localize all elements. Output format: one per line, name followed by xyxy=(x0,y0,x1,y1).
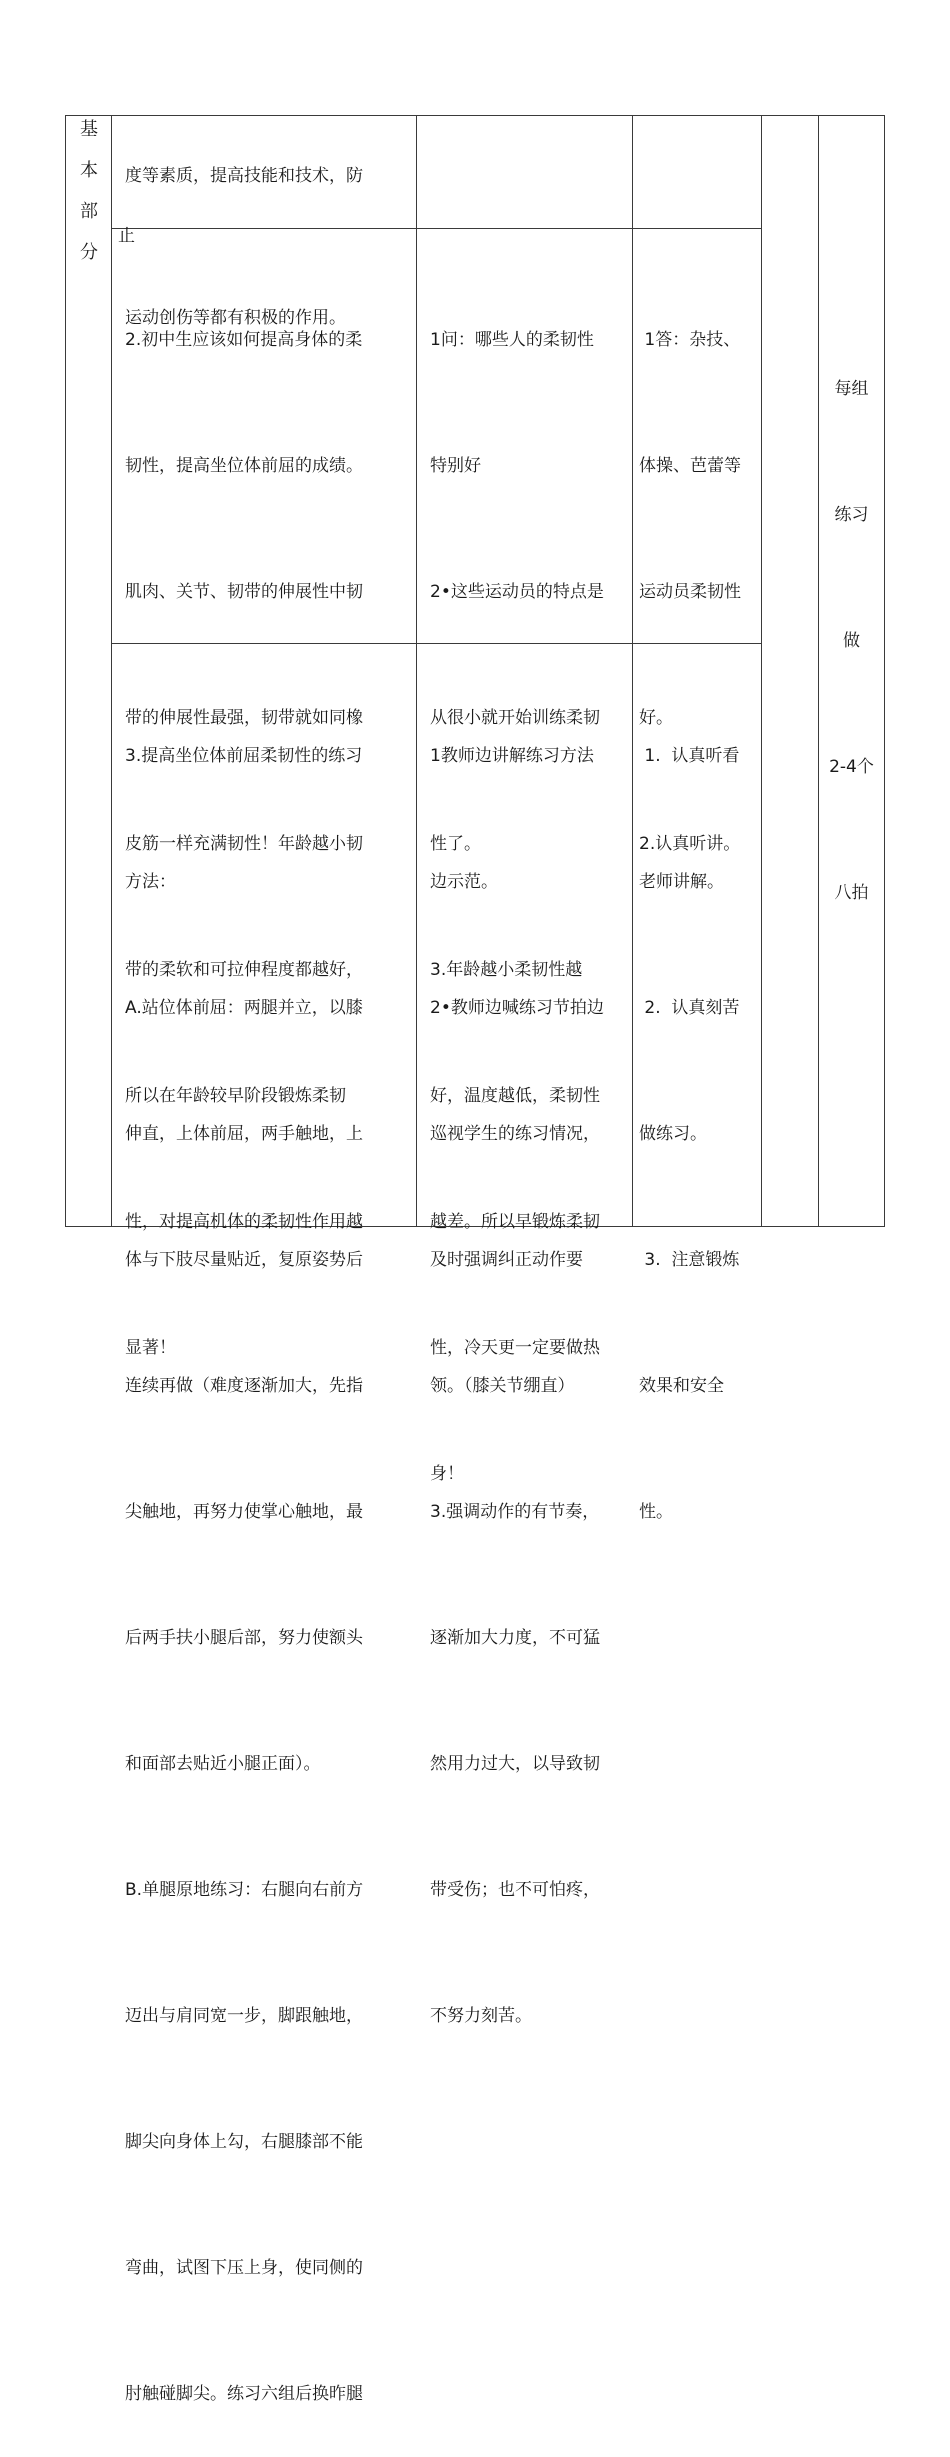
table-left-border xyxy=(65,115,66,1227)
section-label xyxy=(74,109,104,273)
row2-teacher-line: 性了。 xyxy=(430,834,481,854)
row3-teacher-line: 不努力刻苦。 xyxy=(430,2006,532,2026)
section-label-char: 部 xyxy=(80,201,98,222)
row2-student-line: 好。 xyxy=(639,708,673,728)
section-label-char: 本 xyxy=(80,160,98,181)
row3-teacher-line: 2•教师边喊练习节拍边 xyxy=(430,998,604,1018)
row2-content-line: 皮筋一样充满韧性！年龄越小韧 xyxy=(125,834,363,854)
row3-teacher-line: 领。（膝关节绷直） xyxy=(430,1376,575,1396)
row2-teacher-line: 3.年龄越小柔韧性越 xyxy=(430,960,583,980)
row3-student-line: 做练习。 xyxy=(639,1124,707,1144)
row3-content-line: 脚尖向身体上勾，右腿膝部不能 xyxy=(125,2132,363,2152)
row3-student-line: 效果和安全 xyxy=(639,1376,724,1396)
note-line: 八拍 xyxy=(834,883,869,903)
row3-content xyxy=(125,651,417,2457)
row3-content-line: 弯曲，试图下压上身，使同侧的 xyxy=(125,2258,363,2278)
row2-student-line: 2.认真听讲。 xyxy=(639,834,741,854)
row3-content-line: 后两手扶小腿后部，努力使额头 xyxy=(125,1628,363,1648)
note-line: 练习 xyxy=(834,505,869,525)
row3-student xyxy=(639,651,759,1575)
row2-teacher-line: 身！ xyxy=(430,1464,464,1484)
row3-teacher-line: 3.强调动作的有节奏， xyxy=(430,1502,600,1522)
row3-teacher-line: 巡视学生的练习情况， xyxy=(430,1124,600,1144)
row3-content-line: 方法： xyxy=(125,872,176,892)
row3-teacher-line: 逐渐加大力度，不可猛 xyxy=(430,1628,600,1648)
row2-teacher-line: 1问：哪些人的柔韧性 xyxy=(430,330,594,350)
row3-content-line: 和面部去贴近小腿正面）。 xyxy=(125,1754,321,1774)
table-top-border xyxy=(65,115,885,116)
row2-student-line: 运动员柔韧性 xyxy=(639,582,741,602)
row2-content-line: 2.初中生应该如何提高身体的柔 xyxy=(125,330,363,350)
row2-teacher-line: 特别好 xyxy=(430,456,481,476)
row3-teacher-line: 1教师边讲解练习方法 xyxy=(430,746,594,766)
row3-content-line: A.站位体前屈：两腿并立，以膝 xyxy=(125,998,363,1018)
row3-teacher-line: 然用力过大，以导致韧 xyxy=(430,1754,600,1774)
table-right-border xyxy=(884,115,885,1227)
row2-teacher-line: 好，温度越低，柔韧性 xyxy=(430,1086,600,1106)
row2-teacher-line: 性，冷天更一定要做热 xyxy=(430,1338,600,1358)
row2-content-line: 性，对提高机体的柔韧性作用越 xyxy=(125,1212,363,1232)
row3-content-line: 体与下肢尽量贴近，复原姿势后 xyxy=(125,1250,363,1270)
row2-content-line: 显著！ xyxy=(125,1338,176,1358)
row3-content-line: 伸直，上体前屈，两手触地，上 xyxy=(125,1124,363,1144)
row2-content-line: 肌肉、关节、韧带的伸展性中韧 xyxy=(125,582,363,602)
col-divider-student xyxy=(761,115,762,1227)
row3-student-line: 1. 认真听看 xyxy=(639,746,740,766)
row3-student-line: 性。 xyxy=(639,1502,673,1522)
row2-content-line: 带的柔软和可拉伸程度都越好， xyxy=(125,960,363,980)
row3-student-line: 3. 注意锻炼 xyxy=(639,1250,740,1270)
row2-student-line: 体操、芭蕾等 xyxy=(639,456,741,476)
row3-content-line: 肘触碰脚尖。练习六组后换昨腿 xyxy=(125,2384,363,2404)
row3-content-line: B.单腿原地练习：右腿向右前方 xyxy=(125,1880,364,1900)
row3-teacher-line: 及时强调纠正动作要 xyxy=(430,1250,583,1270)
row3-content-line: 3.提高坐位体前屈柔韧性的练习 xyxy=(125,746,363,766)
row2-content-line: 所以在年龄较早阶段锻炼柔韧 xyxy=(125,1086,346,1106)
row3-content-line: 迈出与肩同宽一步，脚跟触地， xyxy=(125,2006,363,2026)
row2-student-line: 1答：杂技、 xyxy=(639,330,741,350)
note-line: 做 xyxy=(843,631,860,651)
row1-line: 度等素质，提高技能和技术，防 xyxy=(125,166,363,186)
row3-content-line: 尖触地，再努力使掌心触地，最 xyxy=(125,1502,363,1522)
row1-line: 止 xyxy=(118,226,135,246)
row2-content-line: 带的伸展性最强，韧带就如同橡 xyxy=(125,708,363,728)
col-divider-teacher xyxy=(632,115,633,1227)
note-line: 2-4个 xyxy=(829,757,874,777)
practice-note xyxy=(819,284,884,956)
row2-teacher-line: 越差。所以早锻炼柔韧 xyxy=(430,1212,600,1232)
row3-student-line: 老师讲解。 xyxy=(639,872,724,892)
row3-teacher xyxy=(430,651,630,2079)
row2-content-line: 韧性，提高坐位体前屈的成绩。 xyxy=(125,456,363,476)
section-label-char: 分 xyxy=(80,242,98,263)
col-divider-label xyxy=(111,115,112,1227)
row3-teacher-line: 边示范。 xyxy=(430,872,498,892)
row3-content-line: 连续再做（难度逐渐加大，先指 xyxy=(125,1376,363,1396)
row3-teacher-line: 带受伤；也不可怕疼， xyxy=(430,1880,600,1900)
note-line: 每组 xyxy=(834,379,869,399)
section-label-char: 基 xyxy=(80,119,98,140)
row1-line: 运动创伤等都有积极的作用。 xyxy=(125,308,346,328)
row2-teacher-line: 2•这些运动员的特点是 xyxy=(430,582,604,602)
row2-teacher-line: 从很小就开始训练柔韧 xyxy=(430,708,600,728)
row3-student-line: 2. 认真刻苦 xyxy=(639,998,740,1018)
